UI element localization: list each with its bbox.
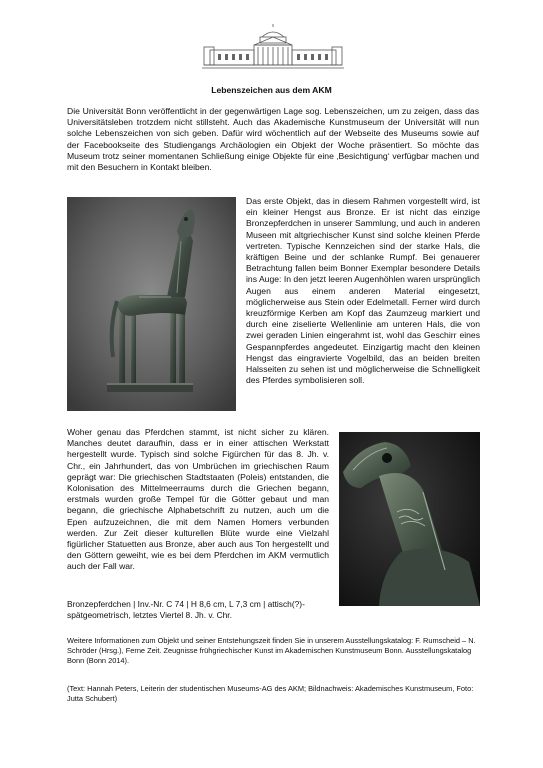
object-caption: Bronzepferdchen | Inv.-Nr. C 74 | H 8,6 cm, L 7,3 cm | attisch(?)-spätgeometrisch, letztes Viertel 8. Jh. v. Chr. bbox=[67, 599, 305, 620]
page-title: Lebenszeichen aus dem AKM bbox=[211, 85, 332, 95]
bronze-horse-photo-detail bbox=[339, 432, 480, 606]
bronze-horse-photo-front bbox=[67, 197, 236, 411]
body-paragraph-right: Das erste Objekt, das in diesem Rahmen vorgestellt wird, ist ein kleiner Hengst aus Bronze. Er ist nicht das einzige Bronzepferdchen in unserer Sammlung, und auch in anderen Museen mit altgriechischer Kunst sind solche kleinen Pferde vertreten. Typische Kennzeichen sind der starke Hals, die kräftigen Beine und der schlanke Rumpf. Bei genauerer Betrachtung fallen beim Bonner Exemplar besondere Details ins Auge: In den jetzt leeren Augenhöhlen waren ursprünglich Augen aus einem anderen Material eingesetzt, möglicherweise aus Stein oder Edelmetall. Ferner wird durch kreuzförmige Kerben am Kopf das Zaumzeug markiert und durch eine ziselierte Wellenlinie am unteren Hals, die von zwei geraden Linien eingerahmt ist, wohl das Geschirr eines Gespannpferdes angedeutet. Einzigartig macht den kleinen Hengst das eingravierte Vogelbild, das an beiden breiten Halsseiten zu sehen ist und möglicherweise die Schnelligkeit des Pferdes symbolisieren soll. bbox=[246, 196, 480, 386]
body-paragraph-left: Woher genau das Pferdchen stammt, ist nicht sicher zu klären. Manches deutet daraufhin, dass er in einer attischen Werkstatt hergestellt wurde. Typisch sind solche Figürchen für das 8. Jh. v. Chr., ein Jahrhundert, das von Umbrüchen im griechischen Raum geprägt war: Die griechischen Stadtstaaten (Poleis) entstanden, die Kolonisation des Mittelmeerraums durch die Griechen begann, erstmals wurden große Tempel für die Götter gebaut und man begann, die griechische Alphabetschrift zu nutzen, auch um die Epen aufzuzeichnen, die mit dem Namen Homers verbunden werden. Zur Zeit dieser kulturellen Blüte wurde eine Vielzahl figürlicher Statuetten aus Bronze, aber auch aus Ton hergestellt und den Göttern geweiht, wie es bei dem Pferdchen im AKM vermutlich auch der Fall war. bbox=[67, 427, 329, 572]
intro-paragraph: Die Universität Bonn veröffentlicht in der gegenwärtigen Lage sog. Lebenszeichen, um zu zeigen, dass das Universitätsleben trotzdem nicht stillsteht. Auch das Akademische Kunstmuseum der Universität will nun solche Lebenszeichen von sich geben. Dafür wird wöchentlich auf der Webseite des Museums sowie auf der Facebookseite des Studiengangs Archäologien ein Objekt der Woche präsentiert. So möchte das Museum trotz seiner momentanen Schließung einige Objekte für eine ‚Besichtigung‘ verfügbar machen und mit den Besuchern in Kontakt bleiben. bbox=[67, 106, 479, 173]
credits: (Text: Hannah Peters, Leiterin der studentischen Museums-AG des AKM; Bildnachweis: Akademisches Kunstmuseum, Foto: Jutta Schubert) bbox=[67, 684, 474, 703]
further-info: Weitere Informationen zum Objekt und seiner Entstehungszeit finden Sie in unserem Ausstellungskatalog: F. Rumscheid – N. Schröder (Hrsg.), Ferne Zeit. Zeugnisse frühgriechischer Kunst im Akademischen Kunstmuseum Bonn. Ausstellungskatalog Bonn (Bonn 2014). bbox=[67, 636, 476, 665]
museum-building-logo bbox=[202, 23, 344, 73]
